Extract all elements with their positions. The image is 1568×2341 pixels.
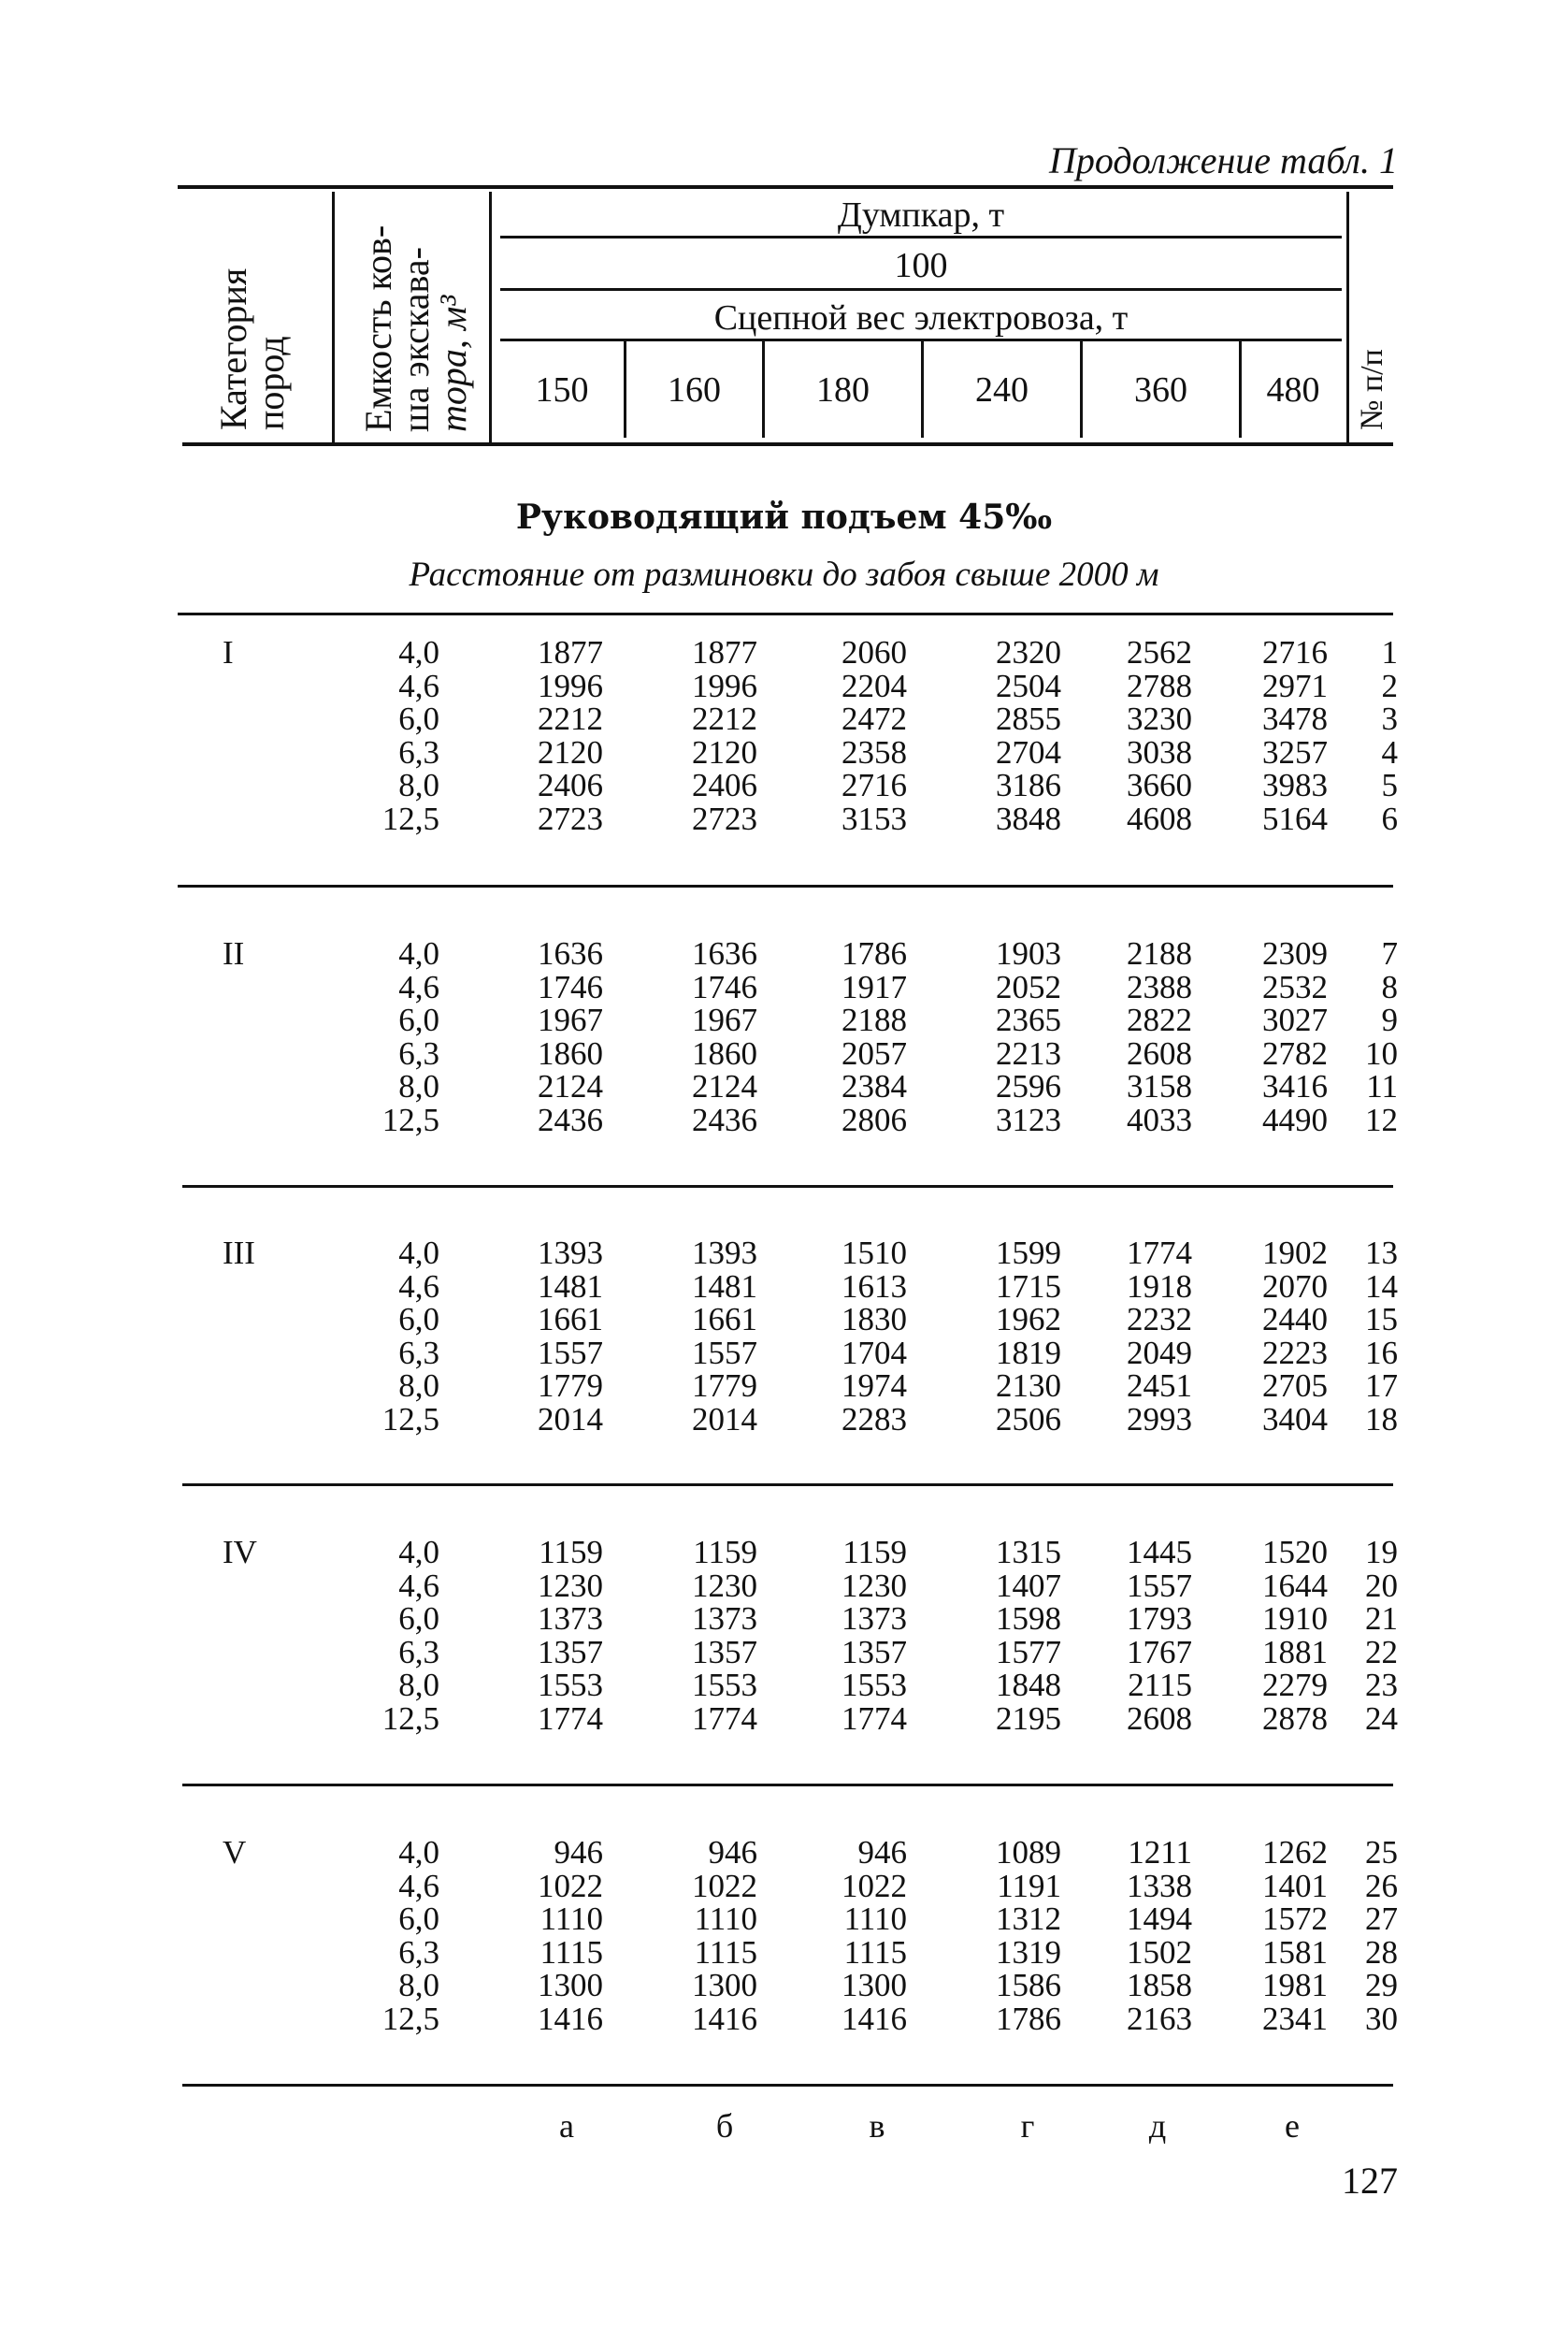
- value-cell-v: 1704: [842, 1335, 907, 1371]
- value-cell-g: 3123: [996, 1102, 1061, 1138]
- value-cell-v: 2716: [842, 767, 907, 803]
- value-cell-g: 2365: [996, 1002, 1061, 1038]
- value-cell-b: 1967: [692, 1002, 757, 1038]
- value-cell-d: 1445: [1127, 1534, 1192, 1570]
- value-cell-e: 2440: [1262, 1301, 1328, 1337]
- value-cell-g: 1191: [997, 1868, 1061, 1904]
- value-cell-e: 3404: [1262, 1401, 1328, 1438]
- value-cell-e: 1262: [1262, 1834, 1328, 1871]
- value-cell-d: 2232: [1127, 1301, 1192, 1337]
- number-header: № п/п: [1355, 349, 1389, 430]
- value-cell-b: 1553: [692, 1667, 757, 1703]
- value-cell-a: 1779: [538, 1367, 603, 1404]
- value-cell-v: 1115: [843, 1934, 907, 1971]
- value-cell-e: 1401: [1262, 1868, 1328, 1904]
- value-cell-g: 2596: [996, 1068, 1061, 1105]
- row-number-cell: 10: [1365, 1035, 1398, 1072]
- row-number-cell: 14: [1365, 1268, 1398, 1305]
- value-cell-e: 4490: [1262, 1102, 1328, 1138]
- value-cell-v: 3153: [842, 801, 907, 837]
- value-cell-e: 2716: [1262, 634, 1328, 671]
- value-cell-b: 2124: [692, 1068, 757, 1105]
- capacity-cell: 6,0: [398, 1301, 439, 1337]
- capacity-cell: 6,0: [398, 1900, 439, 1937]
- capacity-cell: 4,0: [398, 1834, 439, 1871]
- row-number-cell: 4: [1381, 734, 1398, 771]
- value-cell-v: 1230: [842, 1568, 907, 1604]
- value-cell-d: 1557: [1127, 1568, 1192, 1604]
- value-cell-d: 2388: [1127, 969, 1192, 1005]
- value-cell-e: 3257: [1262, 734, 1328, 771]
- capacity-cell: 6,0: [398, 1002, 439, 1038]
- row-number-cell: 2: [1381, 668, 1398, 704]
- value-cell-g: 1319: [996, 1934, 1061, 1971]
- value-cell-b: 1877: [692, 634, 757, 671]
- value-cell-b: 1300: [692, 1967, 757, 2003]
- value-cell-e: 2070: [1262, 1268, 1328, 1305]
- value-cell-g: 1407: [996, 1568, 1061, 1604]
- weight-150: 150: [535, 370, 589, 410]
- value-cell-g: 2130: [996, 1367, 1061, 1404]
- value-cell-g: 2320: [996, 634, 1061, 671]
- value-cell-e: 1644: [1262, 1568, 1328, 1604]
- value-cell-b: 1416: [692, 2001, 757, 2037]
- value-cell-d: 1494: [1127, 1900, 1192, 1937]
- value-cell-d: 1793: [1127, 1600, 1192, 1637]
- value-cell-v: 1830: [842, 1301, 907, 1337]
- column-letter-b: б: [715, 2107, 734, 2145]
- value-cell-v: 1786: [842, 935, 907, 972]
- capacity-cell: 6,0: [398, 701, 439, 737]
- row-number-cell: 6: [1381, 801, 1398, 837]
- value-cell-d: 3158: [1127, 1068, 1192, 1105]
- value-cell-a: 1636: [538, 935, 603, 972]
- capacity-cell: 6,0: [398, 1600, 439, 1637]
- value-cell-d: 2608: [1127, 1035, 1192, 1072]
- value-cell-v: 1357: [842, 1634, 907, 1670]
- value-cell-b: 1996: [692, 668, 757, 704]
- value-cell-a: 2120: [538, 734, 603, 771]
- value-cell-v: 2806: [842, 1102, 907, 1138]
- value-cell-b: 1557: [692, 1335, 757, 1371]
- value-cell-a: 1230: [538, 1568, 603, 1604]
- group-separator-4: [182, 1784, 1393, 1786]
- header-bottom-rule: [182, 442, 1393, 446]
- value-cell-a: 1877: [538, 634, 603, 671]
- row-number-cell: 12: [1365, 1102, 1398, 1138]
- value-cell-b: 1393: [692, 1235, 757, 1271]
- row-number-cell: 13: [1365, 1235, 1398, 1271]
- row-number-cell: 9: [1381, 1002, 1398, 1038]
- value-cell-b: 2120: [692, 734, 757, 771]
- value-cell-b: 2436: [692, 1102, 757, 1138]
- value-cell-g: 1599: [996, 1235, 1061, 1271]
- value-cell-b: 1779: [692, 1367, 757, 1404]
- capacity-cell: 8,0: [398, 1667, 439, 1703]
- weight-480: 480: [1266, 370, 1320, 410]
- value-cell-b: 1746: [692, 969, 757, 1005]
- value-cell-e: 3027: [1262, 1002, 1328, 1038]
- section-title: Руководящий подъем 45‰: [515, 498, 1053, 537]
- value-cell-a: 1373: [538, 1600, 603, 1637]
- value-cell-e: 3478: [1262, 701, 1328, 737]
- table-continuation-caption: Продолжение табл. 1: [1048, 139, 1398, 181]
- value-cell-a: 1159: [539, 1534, 603, 1570]
- value-cell-v: 1416: [842, 2001, 907, 2037]
- value-cell-a: 2212: [538, 701, 603, 737]
- weight-160: 160: [668, 370, 721, 410]
- dumpcar-header: Думпкар, т: [837, 195, 1005, 235]
- value-cell-e: 1981: [1262, 1967, 1328, 2003]
- value-cell-b: 1115: [694, 1934, 757, 1971]
- category-label: II: [223, 935, 245, 972]
- value-cell-e: 3983: [1262, 767, 1328, 803]
- value-cell-d: 2049: [1127, 1335, 1192, 1371]
- row-number-cell: 21: [1365, 1600, 1398, 1637]
- row-number-cell: 16: [1365, 1335, 1398, 1371]
- capacity-cell: 12,5: [381, 801, 439, 837]
- value-cell-v: 1917: [842, 969, 907, 1005]
- value-cell-e: 5164: [1262, 801, 1328, 837]
- row-number-cell: 3: [1381, 701, 1398, 737]
- column-letter-g: г: [1020, 2107, 1035, 2145]
- row-number-cell: 29: [1365, 1967, 1398, 2003]
- value-cell-g: 2504: [996, 668, 1061, 704]
- value-cell-a: 1300: [538, 1967, 603, 2003]
- capacity-cell: 4,0: [398, 1534, 439, 1570]
- row-number-cell: 11: [1366, 1068, 1398, 1105]
- value-cell-e: 2223: [1262, 1335, 1328, 1371]
- value-cell-v: 2283: [842, 1401, 907, 1438]
- category-label: III: [223, 1235, 255, 1271]
- value-cell-e: 1581: [1262, 1934, 1328, 1971]
- weight-240: 240: [975, 370, 1029, 410]
- value-cell-v: 2204: [842, 668, 907, 704]
- value-cell-v: 1022: [842, 1868, 907, 1904]
- category-label: IV: [223, 1534, 257, 1570]
- value-cell-d: 4608: [1127, 801, 1192, 837]
- value-cell-a: 2723: [538, 801, 603, 837]
- value-cell-v: 2057: [842, 1035, 907, 1072]
- column-letter-d: д: [1148, 2107, 1167, 2145]
- value-cell-d: 2788: [1127, 668, 1192, 704]
- capacity-cell: 4,6: [398, 1868, 439, 1904]
- category-label: I: [223, 634, 234, 671]
- value-cell-d: 1774: [1127, 1235, 1192, 1271]
- value-cell-g: 2704: [996, 734, 1061, 771]
- value-cell-v: 1159: [842, 1534, 907, 1570]
- capacity-cell: 4,6: [398, 969, 439, 1005]
- dumpcar-value: 100: [894, 246, 948, 285]
- value-cell-g: 2213: [996, 1035, 1061, 1072]
- value-cell-v: 1974: [842, 1367, 907, 1404]
- value-cell-e: 2971: [1262, 668, 1328, 704]
- value-cell-e: 1520: [1262, 1534, 1328, 1570]
- value-cell-d: 3660: [1127, 767, 1192, 803]
- value-cell-d: 1338: [1127, 1868, 1192, 1904]
- value-cell-d: 3038: [1127, 734, 1192, 771]
- capacity-cell: 6,3: [398, 734, 439, 771]
- value-cell-a: 2124: [538, 1068, 603, 1105]
- capacity-header: Емкость ков- ша экскава- тора, м³: [357, 224, 474, 432]
- row-number-cell: 25: [1365, 1834, 1398, 1871]
- value-cell-a: 1746: [538, 969, 603, 1005]
- row-number-cell: 19: [1365, 1534, 1398, 1570]
- value-cell-a: 1393: [538, 1235, 603, 1271]
- value-cell-a: 1661: [538, 1301, 603, 1337]
- value-cell-g: 3848: [996, 801, 1061, 837]
- value-cell-a: 2014: [538, 1401, 603, 1438]
- value-cell-d: 1858: [1127, 1967, 1192, 2003]
- value-cell-d: 4033: [1127, 1102, 1192, 1138]
- value-cell-d: 2163: [1127, 2001, 1192, 2037]
- value-cell-b: 1636: [692, 935, 757, 972]
- value-cell-v: 2358: [842, 734, 907, 771]
- value-cell-g: 1089: [996, 1834, 1061, 1871]
- value-cell-v: 2384: [842, 1068, 907, 1105]
- value-cell-g: 1819: [996, 1335, 1061, 1371]
- column-letter-a: а: [559, 2107, 574, 2145]
- value-cell-v: 1553: [842, 1667, 907, 1703]
- capacity-cell: 6,3: [398, 1634, 439, 1670]
- row-number-cell: 7: [1381, 935, 1398, 972]
- capacity-cell: 6,3: [398, 1335, 439, 1371]
- row-number-cell: 27: [1365, 1900, 1398, 1937]
- value-cell-b: 1110: [694, 1900, 757, 1937]
- row-number-cell: 5: [1381, 767, 1398, 803]
- value-cell-d: 2993: [1127, 1401, 1192, 1438]
- value-cell-g: 1312: [996, 1900, 1061, 1937]
- value-cell-b: 2406: [692, 767, 757, 803]
- value-cell-e: 2341: [1262, 2001, 1328, 2037]
- value-cell-e: 2279: [1262, 1667, 1328, 1703]
- value-cell-a: 1481: [538, 1268, 603, 1305]
- value-cell-e: 2878: [1262, 1700, 1328, 1737]
- group-separator-3: [182, 1483, 1393, 1486]
- value-cell-d: 1767: [1127, 1634, 1192, 1670]
- value-cell-d: 2562: [1127, 634, 1192, 671]
- capacity-cell: 4,0: [398, 935, 439, 972]
- value-cell-g: 1786: [996, 2001, 1061, 2037]
- capacity-cell: 6,3: [398, 1934, 439, 1971]
- value-cell-a: 1357: [538, 1634, 603, 1670]
- value-cell-g: 1848: [996, 1667, 1061, 1703]
- dumpcar-rule: [500, 236, 1342, 238]
- row-number-cell: 24: [1365, 1700, 1398, 1737]
- row-number-cell: 15: [1365, 1301, 1398, 1337]
- group-separator-1: [178, 885, 1393, 888]
- coupling-weight-header: Сцепной вес электровоза, т: [713, 298, 1129, 338]
- category-header: Категория пород: [212, 267, 292, 430]
- capacity-cell: 4,0: [398, 634, 439, 671]
- value-cell-g: 2195: [996, 1700, 1061, 1737]
- value-cell-b: 946: [708, 1834, 757, 1871]
- row-number-cell: 28: [1365, 1934, 1398, 1971]
- capacity-cell: 8,0: [398, 1367, 439, 1404]
- value-cell-d: 2188: [1127, 935, 1192, 972]
- section-subtitle: Расстояние от разминовки до забоя свыше 2000 м: [409, 556, 1159, 594]
- value-cell-g: 2052: [996, 969, 1061, 1005]
- capacity-cell: 4,6: [398, 1268, 439, 1305]
- value-cell-b: 1373: [692, 1600, 757, 1637]
- value-cell-d: 2451: [1127, 1367, 1192, 1404]
- value-cell-d: 1502: [1127, 1934, 1192, 1971]
- row-number-cell: 22: [1365, 1634, 1398, 1670]
- value-cell-v: 1613: [842, 1268, 907, 1305]
- value-cell-d: 2608: [1127, 1700, 1192, 1737]
- header-top-rule: [178, 185, 1393, 189]
- value-cell-d: 2115: [1128, 1667, 1192, 1703]
- group-separator-2: [182, 1185, 1393, 1188]
- value-cell-a: 1967: [538, 1002, 603, 1038]
- value-cell-a: 946: [554, 1834, 603, 1871]
- dumpcar-value-rule: [500, 288, 1342, 291]
- value-cell-v: 2060: [842, 634, 907, 671]
- body-top-rule: [178, 613, 1393, 615]
- value-cell-e: 2309: [1262, 935, 1328, 972]
- value-cell-g: 1903: [996, 935, 1061, 972]
- value-cell-e: 2782: [1262, 1035, 1328, 1072]
- header-vline-2: [489, 192, 492, 442]
- value-cell-a: 2436: [538, 1102, 603, 1138]
- row-number-cell: 8: [1381, 969, 1398, 1005]
- row-number-cell: 20: [1365, 1568, 1398, 1604]
- row-number-cell: 1: [1381, 634, 1398, 671]
- value-cell-a: 1110: [539, 1900, 603, 1937]
- body-bottom-rule: [182, 2084, 1393, 2087]
- capacity-cell: 8,0: [398, 1967, 439, 2003]
- capacity-cell: 8,0: [398, 767, 439, 803]
- capacity-cell: 12,5: [381, 2001, 439, 2037]
- row-number-cell: 18: [1365, 1401, 1398, 1438]
- capacity-cell: 8,0: [398, 1068, 439, 1105]
- capacity-cell: 4,6: [398, 668, 439, 704]
- value-cell-b: 1774: [692, 1700, 757, 1737]
- column-letter-e: е: [1285, 2107, 1300, 2145]
- value-cell-e: 1910: [1262, 1600, 1328, 1637]
- value-cell-d: 1211: [1128, 1834, 1192, 1871]
- capacity-cell: 6,3: [398, 1035, 439, 1072]
- capacity-cell: 4,6: [398, 1568, 439, 1604]
- header-vline-3: [1346, 192, 1349, 442]
- row-number-cell: 30: [1365, 2001, 1398, 2037]
- row-number-cell: 26: [1365, 1868, 1398, 1904]
- value-cell-a: 1860: [538, 1035, 603, 1072]
- header-vline-1: [332, 192, 335, 442]
- value-cell-e: 2532: [1262, 969, 1328, 1005]
- capacity-cell: 4,0: [398, 1235, 439, 1271]
- value-cell-a: 1774: [538, 1700, 603, 1737]
- value-cell-b: 1022: [692, 1868, 757, 1904]
- value-cell-b: 1230: [692, 1568, 757, 1604]
- value-cell-v: 2188: [842, 1002, 907, 1038]
- value-cell-e: 1572: [1262, 1900, 1328, 1937]
- value-cell-a: 1996: [538, 668, 603, 704]
- row-number-cell: 23: [1365, 1667, 1398, 1703]
- value-cell-a: 1416: [538, 2001, 603, 2037]
- value-cell-d: 3230: [1127, 701, 1192, 737]
- value-cell-b: 2212: [692, 701, 757, 737]
- column-letter-v: в: [869, 2107, 885, 2145]
- value-cell-g: 2506: [996, 1401, 1061, 1438]
- value-cell-a: 1553: [538, 1667, 603, 1703]
- weight-360: 360: [1134, 370, 1187, 410]
- value-cell-b: 1357: [692, 1634, 757, 1670]
- value-cell-e: 1902: [1262, 1235, 1328, 1271]
- value-cell-e: 2705: [1262, 1367, 1328, 1404]
- value-cell-g: 1577: [996, 1634, 1061, 1670]
- value-cell-v: 1110: [843, 1900, 907, 1937]
- value-cell-g: 1315: [996, 1534, 1061, 1570]
- value-cell-b: 2723: [692, 801, 757, 837]
- page-number: 127: [1342, 2160, 1398, 2202]
- value-cell-g: 3186: [996, 767, 1061, 803]
- value-cell-g: 1586: [996, 1967, 1061, 2003]
- value-cell-v: 1373: [842, 1600, 907, 1637]
- value-cell-a: 1557: [538, 1335, 603, 1371]
- value-cell-b: 2014: [692, 1401, 757, 1438]
- value-cell-v: 1510: [842, 1235, 907, 1271]
- value-cell-v: 1774: [842, 1700, 907, 1737]
- value-cell-g: 1962: [996, 1301, 1061, 1337]
- value-cell-g: 1598: [996, 1600, 1061, 1637]
- value-cell-v: 1300: [842, 1967, 907, 2003]
- value-cell-e: 3416: [1262, 1068, 1328, 1105]
- value-cell-d: 2822: [1127, 1002, 1192, 1038]
- value-cell-b: 1159: [693, 1534, 757, 1570]
- value-cell-a: 1115: [539, 1934, 603, 1971]
- capacity-cell: 12,5: [381, 1401, 439, 1438]
- category-label: V: [223, 1834, 247, 1871]
- capacity-cell: 12,5: [381, 1102, 439, 1138]
- value-cell-g: 2855: [996, 701, 1061, 737]
- value-cell-d: 1918: [1127, 1268, 1192, 1305]
- value-cell-a: 1022: [538, 1868, 603, 1904]
- value-cell-b: 1481: [692, 1268, 757, 1305]
- value-cell-e: 1881: [1262, 1634, 1328, 1670]
- row-number-cell: 17: [1365, 1367, 1398, 1404]
- value-cell-v: 946: [857, 1834, 907, 1871]
- value-cell-v: 2472: [842, 701, 907, 737]
- value-cell-a: 2406: [538, 767, 603, 803]
- capacity-cell: 12,5: [381, 1700, 439, 1737]
- value-cell-b: 1661: [692, 1301, 757, 1337]
- value-cell-b: 1860: [692, 1035, 757, 1072]
- value-cell-g: 1715: [996, 1268, 1061, 1305]
- weight-180: 180: [816, 370, 870, 410]
